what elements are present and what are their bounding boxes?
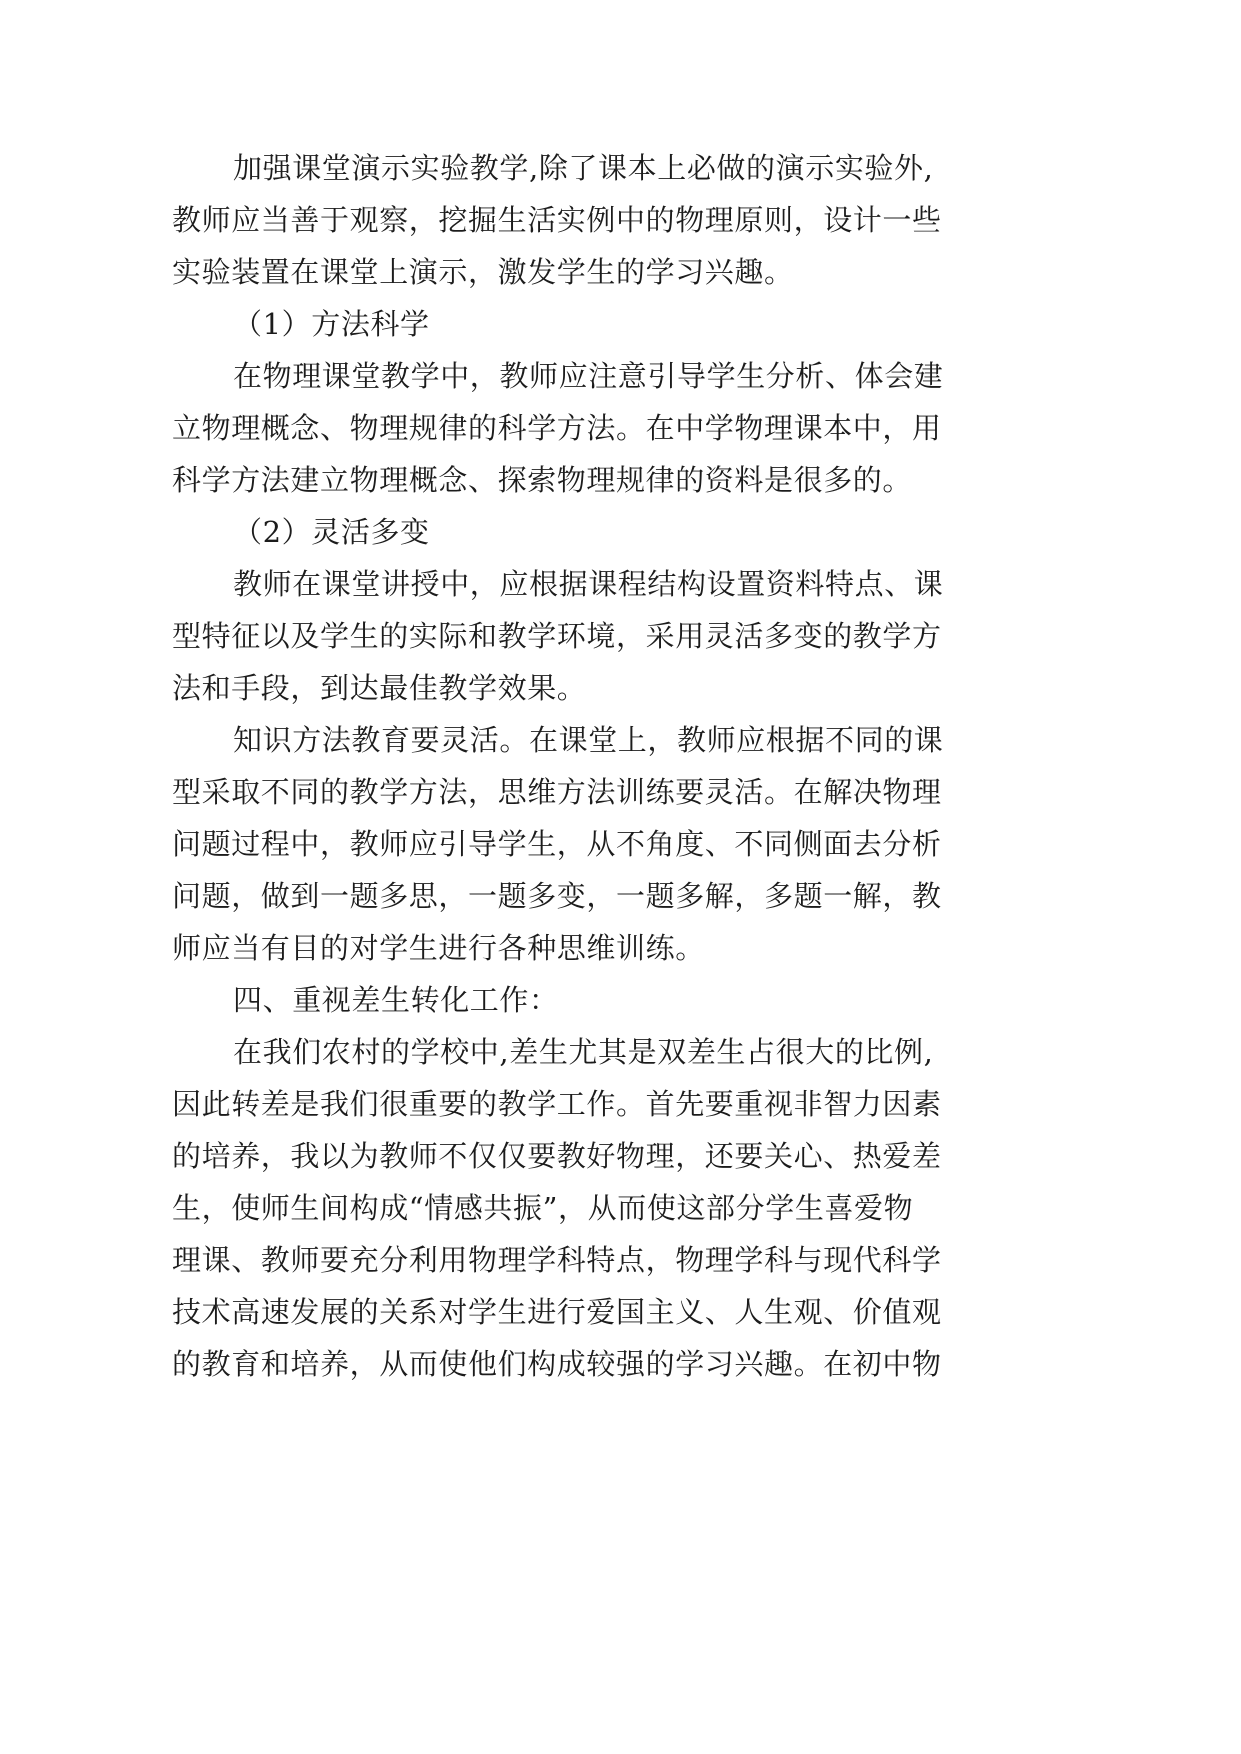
text-line: 问题，做到一题多思，一题多变，一题多解，多题一解，教 — [172, 879, 942, 913]
text-line: 加强课堂演示实验教学,除了课本上必做的演示实验外, — [233, 151, 934, 185]
text-line: 师应当有目的对学生进行各种思维训练。 — [172, 931, 705, 965]
section-heading — [172, 506, 1241, 558]
text-line: 在物理课堂教学中，教师应注意引导学生分析、体会建 — [233, 359, 944, 393]
paragraph — [172, 1026, 1241, 1390]
paragraph — [172, 558, 1241, 714]
section-heading-text: 四、重视差生转化工作： — [233, 983, 559, 1017]
text-line: 技术高速发展的关系对学生进行爱国主义、人生观、价值观 — [172, 1295, 942, 1329]
section-heading-text: （2）灵活多变 — [233, 515, 430, 549]
text-line: 型特征以及学生的实际和教学环境，采用灵活多变的教学方 — [172, 619, 942, 653]
paragraph — [172, 350, 1241, 506]
text-line: 问题过程中，教师应引导学生，从不角度、不同侧面去分析 — [172, 827, 942, 861]
text-line: 教师在课堂讲授中，应根据课程结构设置资料特点、课 — [233, 567, 944, 601]
text-line: 教师应当善于观察，挖掘生活实例中的物理原则，设计一些 — [172, 203, 942, 237]
paragraph — [172, 142, 1241, 298]
text-line: 实验装置在课堂上演示，激发学生的学习兴趣。 — [172, 255, 794, 289]
text-line: 的教育和培养，从而使他们构成较强的学习兴趣。在初中物 — [172, 1347, 942, 1381]
text-line: 立物理概念、物理规律的科学方法。在中学物理课本中，用 — [172, 411, 942, 445]
text-line: 的培养，我以为教师不仅仅要教好物理，还要关心、热爱差 — [172, 1139, 942, 1173]
text-line: 生，使师生间构成“情感共振”，从而使这部分学生喜爱物 — [172, 1191, 914, 1225]
text-line: 理课、教师要充分利用物理学科特点，物理学科与现代科学 — [172, 1243, 942, 1277]
section-heading — [172, 974, 1241, 1026]
text-line: 型采取不同的教学方法，思维方法训练要灵活。在解决物理 — [172, 775, 942, 809]
text-line: 法和手段，到达最佳教学效果。 — [172, 671, 587, 705]
paragraph — [172, 714, 1241, 974]
text-line: 因此转差是我们很重要的教学工作。首先要重视非智力因素 — [172, 1087, 942, 1121]
text-line: 知识方法教育要灵活。在课堂上，教师应根据不同的课 — [233, 723, 944, 757]
text-line: 在我们农村的学校中,差生尤其是双差生占很大的比例, — [233, 1035, 934, 1069]
section-heading-text: （1）方法科学 — [233, 307, 430, 341]
text-line: 科学方法建立物理概念、探索物理规律的资料是很多的。 — [172, 463, 913, 497]
section-heading — [172, 298, 1241, 350]
